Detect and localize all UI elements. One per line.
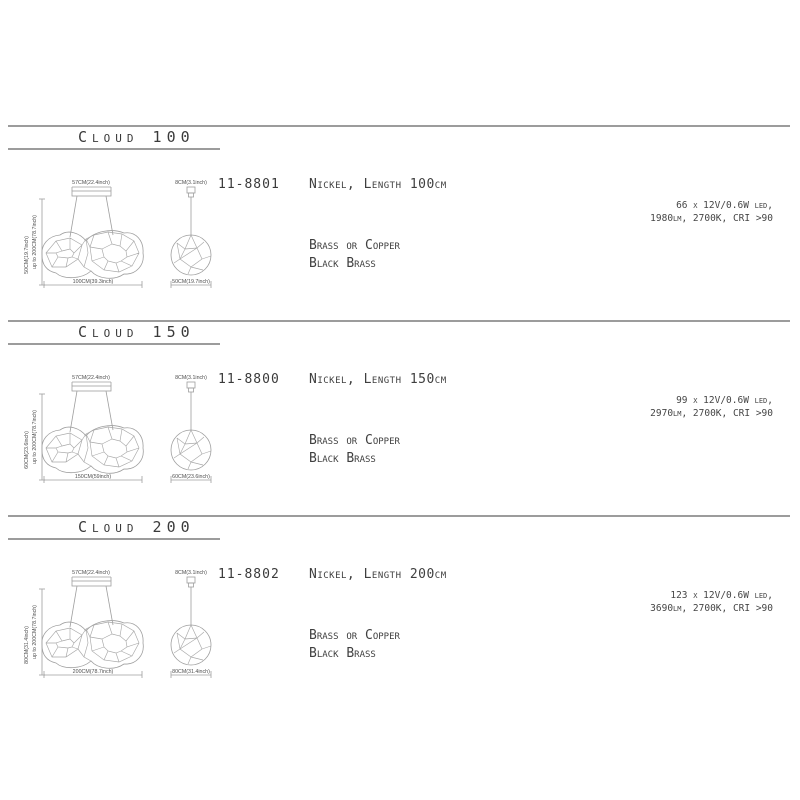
dim-drop-label: up to 200CM(78.7inch) <box>32 410 38 464</box>
dim-ball-diameter-label: 50CM(19.7inch) <box>172 279 210 285</box>
dim-ball-diameter-label: 80CM(31.4inch) <box>172 669 210 675</box>
led-spec-line-1: 99 x 12V/0.6W led, <box>676 395 773 406</box>
led-spec <box>650 199 773 225</box>
led-spec-line-2: 3690lm, 2700K, CRI >90 <box>650 603 773 614</box>
dim-fixture-height-label: 60CM(23.6inch) <box>24 431 30 469</box>
led-spec <box>650 394 773 420</box>
dim-canopy-width-label: 57CM(22.4inch) <box>72 180 110 186</box>
section-title: Cloud 100 <box>78 128 195 146</box>
led-spec <box>650 589 773 615</box>
dim-fixture-height-label: 80CM(31.4inch) <box>24 626 30 664</box>
finish-spec: Nickel, Length 100cm <box>309 177 447 192</box>
title-underline <box>8 538 220 540</box>
dim-drop-label: up to 200CM(78.7inch) <box>32 605 38 659</box>
material-options <box>309 432 400 468</box>
finish-spec: Nickel, Length 150cm <box>309 372 447 387</box>
material-options <box>309 237 400 273</box>
title-underline <box>8 343 220 345</box>
dim-ball-diameter-label: 60CM(23.6inch) <box>172 474 210 480</box>
technical-drawing <box>24 563 234 688</box>
technical-drawing <box>24 368 234 493</box>
material-option-1: Brass or Copper <box>309 628 400 643</box>
product-section-cloud-200 <box>0 515 800 710</box>
dim-fixture-width-label: 200CM(78.7inch) <box>72 669 114 675</box>
model-number: 11-8802 <box>218 567 280 582</box>
section-divider <box>8 515 790 517</box>
led-spec-line-2: 1980lm, 2700K, CRI >90 <box>650 213 773 224</box>
dim-fixture-width-label: 150CM(59inch) <box>74 474 112 480</box>
dim-canopy-width-label: 57CM(22.4inch) <box>72 375 110 381</box>
dim-ball-canopy-label: 8CM(3.1inch) <box>175 375 207 381</box>
led-spec-line-1: 66 x 12V/0.6W led, <box>676 200 773 211</box>
title-underline <box>8 148 220 150</box>
technical-drawing <box>24 173 234 298</box>
material-options <box>309 627 400 663</box>
dim-drop-label: up to 200CM(78.7inch) <box>32 215 38 269</box>
section-divider <box>8 320 790 322</box>
model-number: 11-8800 <box>218 372 280 387</box>
material-option-2: Black Brass <box>309 646 376 661</box>
section-divider <box>8 125 790 127</box>
dim-canopy-width-label: 57CM(22.4inch) <box>72 570 110 576</box>
section-title: Cloud 150 <box>78 323 195 341</box>
material-option-2: Black Brass <box>309 451 376 466</box>
material-option-2: Black Brass <box>309 256 376 271</box>
finish-spec: Nickel, Length 200cm <box>309 567 447 582</box>
dim-ball-canopy-label: 8CM(3.1inch) <box>175 570 207 576</box>
material-option-1: Brass or Copper <box>309 433 400 448</box>
model-number: 11-8801 <box>218 177 280 192</box>
led-spec-line-1: 123 x 12V/0.6W led, <box>670 590 773 601</box>
product-section-cloud-100 <box>0 125 800 320</box>
material-option-1: Brass or Copper <box>309 238 400 253</box>
dim-ball-canopy-label: 8CM(3.1inch) <box>175 180 207 186</box>
dim-fixture-height-label: 50CM(19.7inch) <box>24 236 30 274</box>
dim-fixture-width-label: 100CM(39.3inch) <box>72 279 114 285</box>
section-title: Cloud 200 <box>78 518 195 536</box>
product-section-cloud-150 <box>0 320 800 515</box>
led-spec-line-2: 2970lm, 2700K, CRI >90 <box>650 408 773 419</box>
